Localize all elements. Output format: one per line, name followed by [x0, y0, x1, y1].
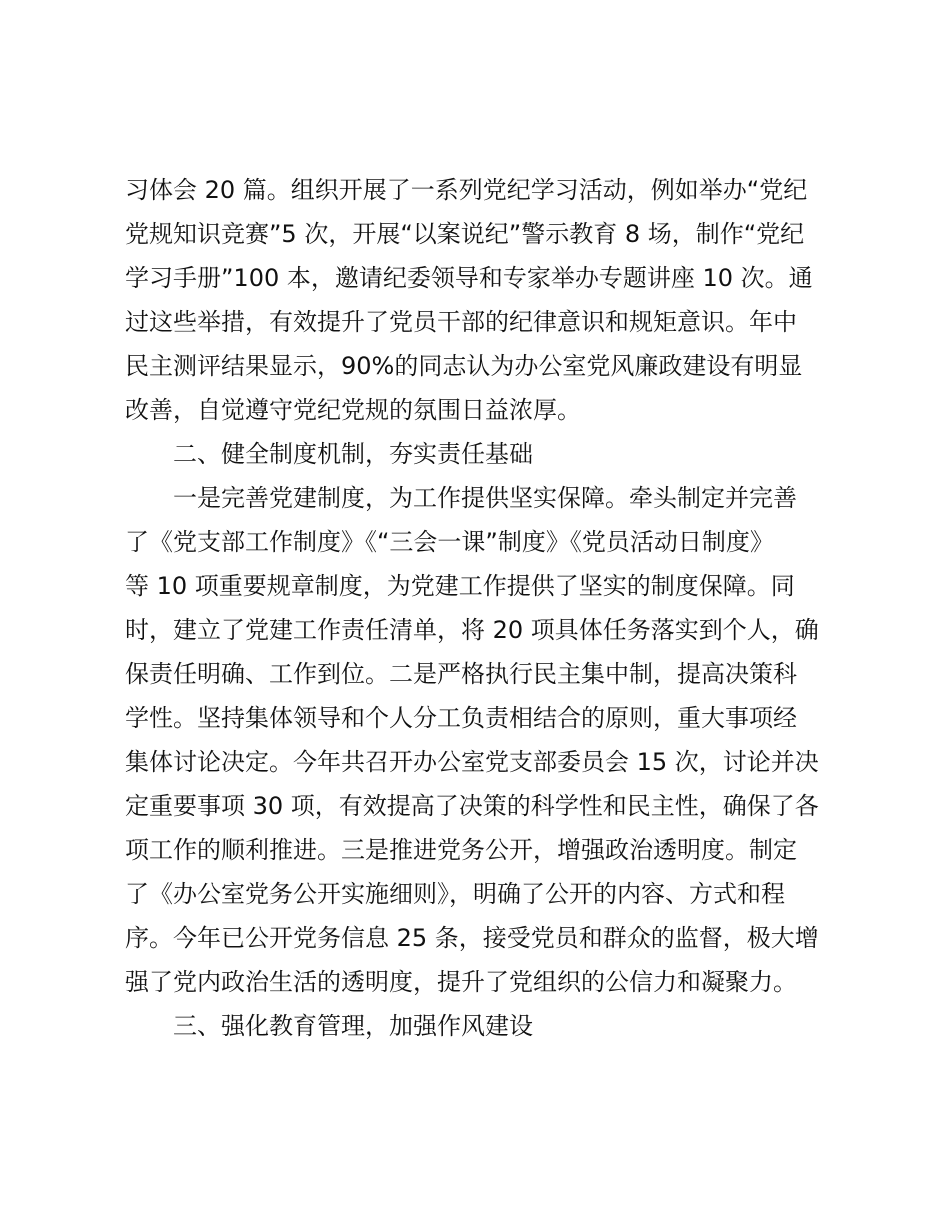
paragraph-line: 时，建立了党建工作责任清单，将 20 项具体任务落实到个人，确 [125, 616, 819, 644]
paragraph-line: 学性。坚持集体领导和个人分工负责相结合的原则，重大事项经 [125, 704, 797, 732]
paragraph-line: 了《党支部工作制度》《“三会一课”制度》《党员活动日制度》 [125, 528, 774, 556]
paragraph-line: 习体会 20 篇。组织开展了一系列党纪学习活动，例如举办“党纪 [125, 176, 808, 204]
paragraph-line: 党规知识竞赛”5 次，开展“以案说纪”警示教育 8 场，制作“党纪 [125, 220, 805, 248]
paragraph-line: 强了党内政治生活的透明度，提升了党组织的公信力和凝聚力。 [125, 968, 797, 996]
paragraph-line: 了《办公室党务公开实施细则》，明确了公开的内容、方式和程 [125, 880, 785, 908]
paragraph-line: 定重要事项 30 项，有效提高了决策的科学性和民主性，确保了各 [125, 792, 819, 820]
paragraph-line-indented: 一是完善党建制度，为工作提供坚实保障。牵头制定并完善 [173, 484, 797, 512]
paragraph-line: 保责任明确、工作到位。二是严格执行民主集中制，提高决策科 [125, 660, 797, 688]
paragraph-line: 民主测评结果显示，90%的同志认为办公室党风廉政建设有明显 [125, 352, 803, 380]
document-body [125, 168, 845, 1048]
paragraph-line: 集体讨论决定。今年共召开办公室党支部委员会 15 次，讨论并决 [125, 748, 819, 776]
paragraph-line: 改善，自觉遵守党纪党规的氛围日益浓厚。 [125, 396, 581, 424]
paragraph-line: 学习手册”100 本，邀请纪委领导和专家举办专题讲座 10 次。通 [125, 264, 813, 292]
paragraph-line: 序。今年已公开党务信息 25 条，接受党员和群众的监督，极大增 [125, 924, 819, 952]
paragraph-line-indented: 二、健全制度机制，夯实责任基础 [173, 440, 533, 468]
paragraph-line-indented: 三、强化教育管理，加强作风建设 [173, 1012, 533, 1040]
paragraph-line: 过这些举措，有效提升了党员干部的纪律意识和规矩意识。年中 [125, 308, 797, 336]
paragraph-line: 项工作的顺利推进。三是推进党务公开，增强政治透明度。制定 [125, 836, 797, 864]
paragraph-line: 等 10 项重要规章制度，为党建工作提供了坚实的制度保障。同 [125, 572, 795, 600]
